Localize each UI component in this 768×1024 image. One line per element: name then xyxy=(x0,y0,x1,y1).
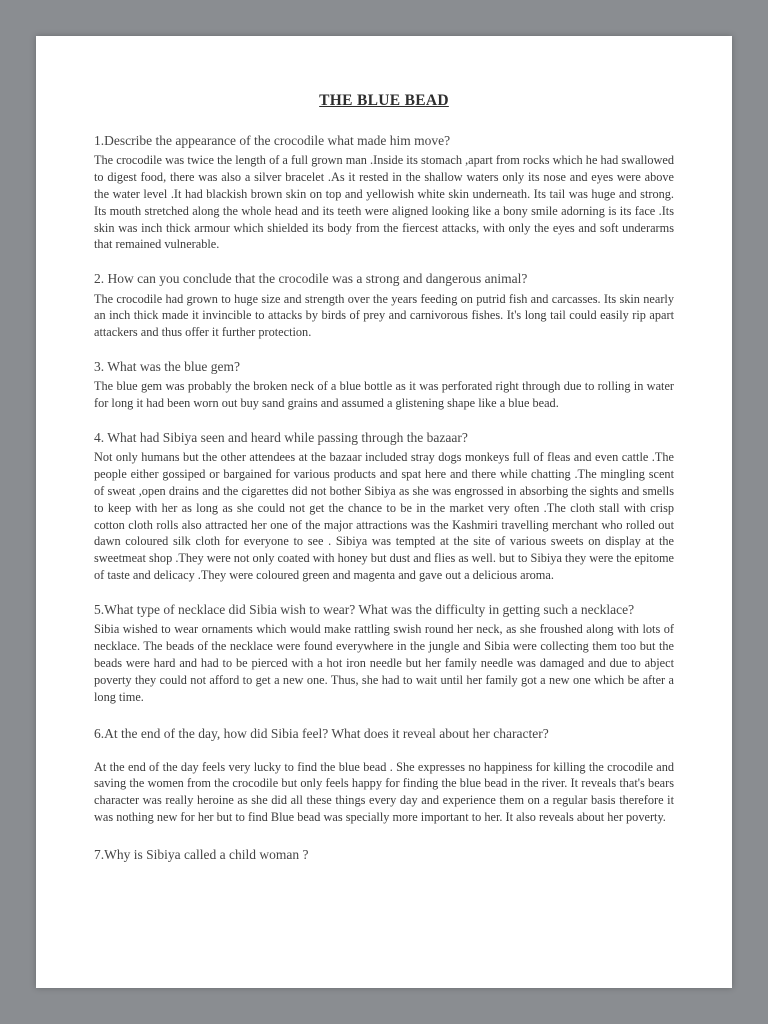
question-text: 7.Why is Sibiya called a child woman ? xyxy=(94,846,309,862)
answer-text: The crocodile was twice the length of a full grown man .Inside its stomach ,apart from rocks which he had swallowed to digest food, there was also a silver bracelet .As it rested in the shallow waters only its nose and eyes were above the water level .It had blackish brown skin on top and yellowish white skin underneath. Its tail was huge and strong. Its mouth stretched along the whole head and its teeth were aligned looking like a bony smile adorning is its face .Its skin was inch thick armour which shielded its body from the fiercest attacks, with only the eyes and soft underarms that remained vulnerable. xyxy=(94,153,674,252)
qa-section xyxy=(94,846,674,864)
answer-text: The blue gem was probably the broken neck of a blue bottle as it was perforated right through due to rolling in water for long it had been worn out buy sand grains and assumed a glistening shape like a blue bead. xyxy=(94,379,674,411)
answer-text: Sibia wished to wear ornaments which would make rattling swish round her neck, as she froushed along with lots of necklace. The beads of the necklace were found everywhere in the jungle and Sibia were collecting them too but the beads were hard and had to be pierced with a hot iron needle but her family needle was damaged and due to abject poverty they could not afford to get a new one. Thus, she had to wait until her family got a new one which be after a long time. xyxy=(94,622,674,704)
qa-section xyxy=(94,270,674,341)
qa-section xyxy=(94,429,674,584)
question-text: 4. What had Sibiya seen and heard while passing through the bazaar? xyxy=(94,429,468,445)
question-text: 1.Describe the appearance of the crocodile what made him move? xyxy=(94,133,451,148)
question-text: 6.At the end of the day, how did Sibia feel? What does it reveal about her character? xyxy=(94,726,549,742)
qa-section xyxy=(94,601,674,705)
qa-section xyxy=(94,132,674,253)
answer-text: Not only humans but the other attendees at the bazaar included stray dogs monkeys full of fleas and even cattle .The people either gossiped or bargained for various products and spat here and there while chatting .The mingling scent of sweat ,open drains and the cigarettes did not bother Sibiya as she was engrossed in absorbing the sights and smells to keep with her as long as she could not get the chance to be in the market very often .The cloth stall with crisp cotton cloth rolls also attracted her one of the major attractions was the Kashmiri travelling merchant who rolled out dawn coloured silk cloth for everyone to see . Sibiya was tempted at the site of various sweets on display at the sweetmeat shop .They were not only coated with honey but dust and flies as well. but to Sibiya they were the epitome of taste and delicacy .They were coloured green and magenta and gave out a delicious aroma. xyxy=(94,450,674,583)
answer-text: The crocodile had grown to huge size and strength over the years feeding on putrid fish and carcasses. Its skin nearly an inch thick made it invincible to attacks by birds of prey and carnivorous fishes. It's long tail could easily rip apart attackers and thus offer it further protection. xyxy=(94,291,674,340)
answer-text: At the end of the day feels very lucky to find the blue bead . She expresses no happiness for killing the crocodile and saving the women from the crocodile but only feels happy for finding the blue bead in the river. It reveals that's bears character was really heroine as she did all these things every day and experience them on a regular basis therefore it was nothing new for her but to find Blue bead was specially more important to her. It also reveals about her poverty. xyxy=(94,759,674,825)
question-text: 5.What type of necklace did Sibia wish to wear? What was the difficulty in getting such a necklace? xyxy=(94,601,635,617)
qa-section xyxy=(94,358,674,412)
document-page xyxy=(36,36,732,988)
qa-section xyxy=(94,725,674,826)
question-text: 3. What was the blue gem? xyxy=(94,359,240,375)
qa-sections xyxy=(94,132,674,864)
question-text: 2. How can you conclude that the crocodile was a strong and dangerous animal? xyxy=(94,271,528,287)
document-title: THE BLUE BEAD xyxy=(319,92,449,109)
